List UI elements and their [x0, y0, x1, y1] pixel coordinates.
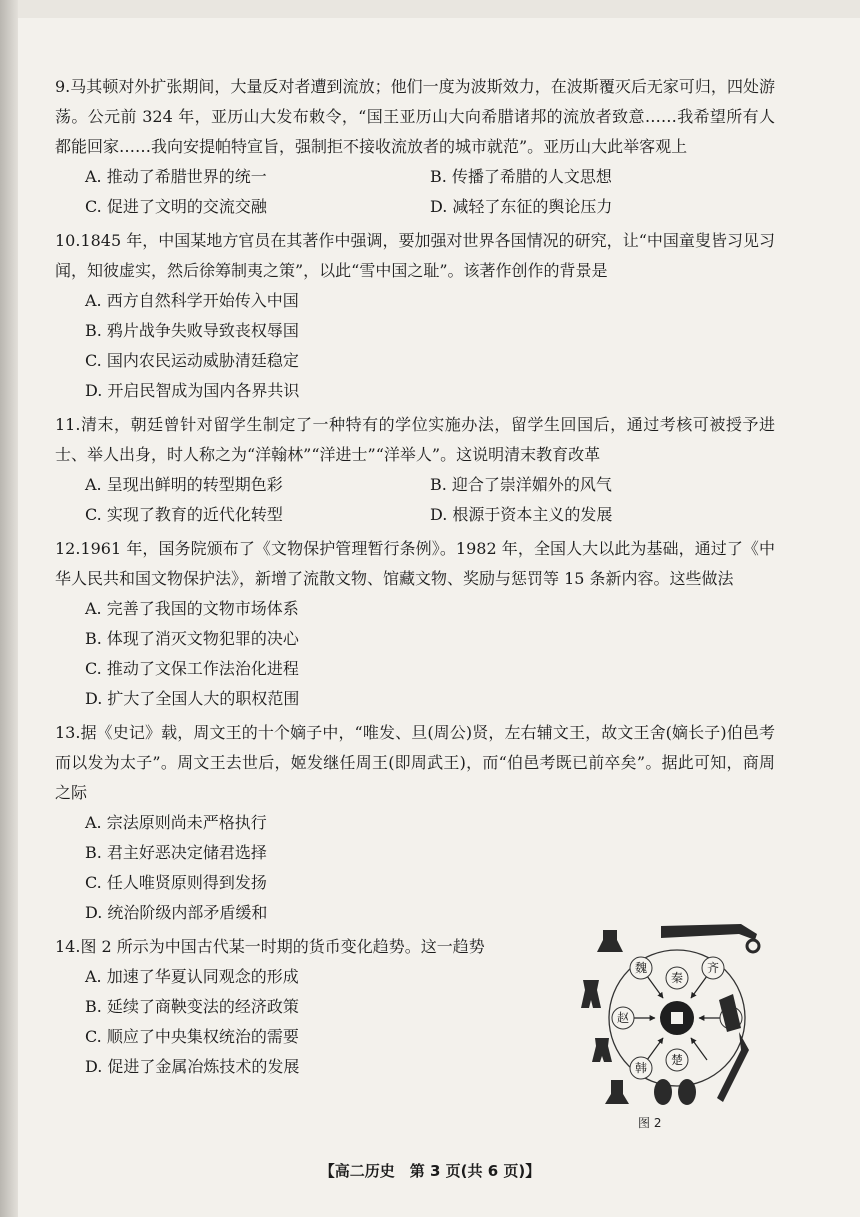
- question-14: [55, 932, 555, 1082]
- knife-coin-icon: [717, 1032, 749, 1102]
- option-b: B. 迎合了崇洋媚外的风气: [430, 475, 612, 494]
- state-label-chu: 楚: [670, 1053, 684, 1067]
- state-label-zhao: 赵: [616, 1011, 630, 1025]
- question-12: [55, 534, 775, 714]
- question-stem: 12.1961 年，国务院颁布了《文物保护管理暂行条例》。1982 年，全国人大以此为基础，通过了《中华人民共和国文物保护法》，新增了流散文物、馆藏文物、奖励与惩罚等 15 条新内容。这些做法: [55, 539, 775, 588]
- question-13: [55, 718, 775, 928]
- question-stem: 11.清末，朝廷曾针对留学生制定了一种特有的学位实施办法，留学生回国后，通过考核可被授予进士、举人出身，时人称之为“洋翰林”“洋进士”“洋举人”。这说明清末教育改革: [55, 415, 775, 464]
- page-footer: 【高二历史 第 3 页(共 6 页)】: [319, 1162, 541, 1180]
- option-d: D. 扩大了全国人大的职权范围: [85, 689, 300, 708]
- option-a: A. 加速了华夏认同观念的形成: [85, 967, 299, 986]
- option-a: A. 完善了我国的文物市场体系: [85, 599, 299, 618]
- option-c: C. 推动了文保工作法治化进程: [85, 659, 299, 678]
- option-b: B. 延续了商鞅变法的经济政策: [85, 997, 299, 1016]
- option-a: A. 推动了希腊世界的统一: [85, 167, 267, 186]
- state-label-wei: 魏: [634, 961, 648, 975]
- option-d: D. 根源于资本主义的发展: [430, 505, 613, 524]
- option-a: A. 西方自然科学开始传入中国: [85, 291, 299, 310]
- option-c: C. 顺应了中央集权统治的需要: [85, 1027, 299, 1046]
- figure-2-currency-diagram: [575, 920, 775, 1130]
- figure-caption: 图 2: [638, 1116, 662, 1130]
- option-b: B. 鸦片战争失败导致丧权辱国: [85, 321, 299, 340]
- state-label-qin: 秦: [670, 971, 684, 985]
- option-d: D. 开启民智成为国内各界共识: [85, 381, 300, 400]
- option-c: C. 促进了文明的交流交融: [85, 197, 267, 216]
- question-stem: 9.马其顿对外扩张期间，大量反对者遭到流放；他们一度为波斯效力，在波斯覆灭后无家可归，四处游荡。公元前 324 年，亚历山大发布敕令，“国王亚历山大向希腊诸邦的流放者致意……我希望所有人都能回家……我向安提帕特宣旨，强制拒不接收流放者的城市就范”。亚历山大此举客观上: [55, 77, 775, 156]
- option-d: D. 统治阶级内部矛盾缓和: [85, 903, 268, 922]
- option-b: B. 传播了希腊的人文思想: [430, 167, 612, 186]
- spade-coin-icon: [581, 980, 601, 1008]
- state-label-han: 韩: [634, 1061, 648, 1075]
- ant-nose-coin-icon: [678, 1079, 696, 1105]
- spade-coin-icon: [597, 930, 623, 952]
- state-label-qi: 齐: [706, 961, 720, 975]
- option-b: B. 体现了消灭文物犯罪的决心: [85, 629, 299, 648]
- question-stem: 14.图 2 所示为中国古代某一时期的货币变化趋势。这一趋势: [55, 937, 485, 956]
- option-d: D. 促进了金属冶炼技术的发展: [85, 1057, 300, 1076]
- question-stem: 10.1845 年，中国某地方官员在其著作中强调，要加强对世界各国情况的研究，让“中国童叟皆习见习闻，知彼虚实，然后徐筹制夷之策”，以此“雪中国之耻”。该著作创作的背景是: [55, 231, 775, 280]
- ant-nose-coin-icon: [654, 1079, 672, 1105]
- spade-coin-icon: [592, 1038, 612, 1062]
- option-d: D. 减轻了东征的舆论压力: [430, 197, 613, 216]
- option-a: A. 宗法原则尚未严格执行: [85, 813, 267, 832]
- banliang-coin-icon: [660, 1001, 694, 1035]
- option-c: C. 任人唯贤原则得到发扬: [85, 873, 267, 892]
- question-11: [55, 410, 775, 530]
- knife-coin-icon: [661, 924, 757, 940]
- option-b: B. 君主好恶决定储君选择: [85, 843, 267, 862]
- question-9: [55, 72, 775, 222]
- question-stem: 13.据《史记》载，周文王的十个嫡子中，“唯发、旦(周公)贤，左右辅文王，故文王舍(嫡长子)伯邑考而以发为太子”。周文王去世后，姬发继任周王(即周武王)，而“伯邑考既已前卒矣”。据此可知，商周之际: [55, 723, 775, 802]
- knife-ring-icon: [747, 940, 759, 952]
- question-10: [55, 226, 775, 406]
- spade-coin-icon: [605, 1080, 629, 1104]
- option-c: C. 实现了教育的近代化转型: [85, 505, 283, 524]
- option-c: C. 国内农民运动威胁清廷稳定: [85, 351, 299, 370]
- option-a: A. 呈现出鲜明的转型期色彩: [85, 475, 283, 494]
- scan-edge-shadow: [0, 0, 18, 1217]
